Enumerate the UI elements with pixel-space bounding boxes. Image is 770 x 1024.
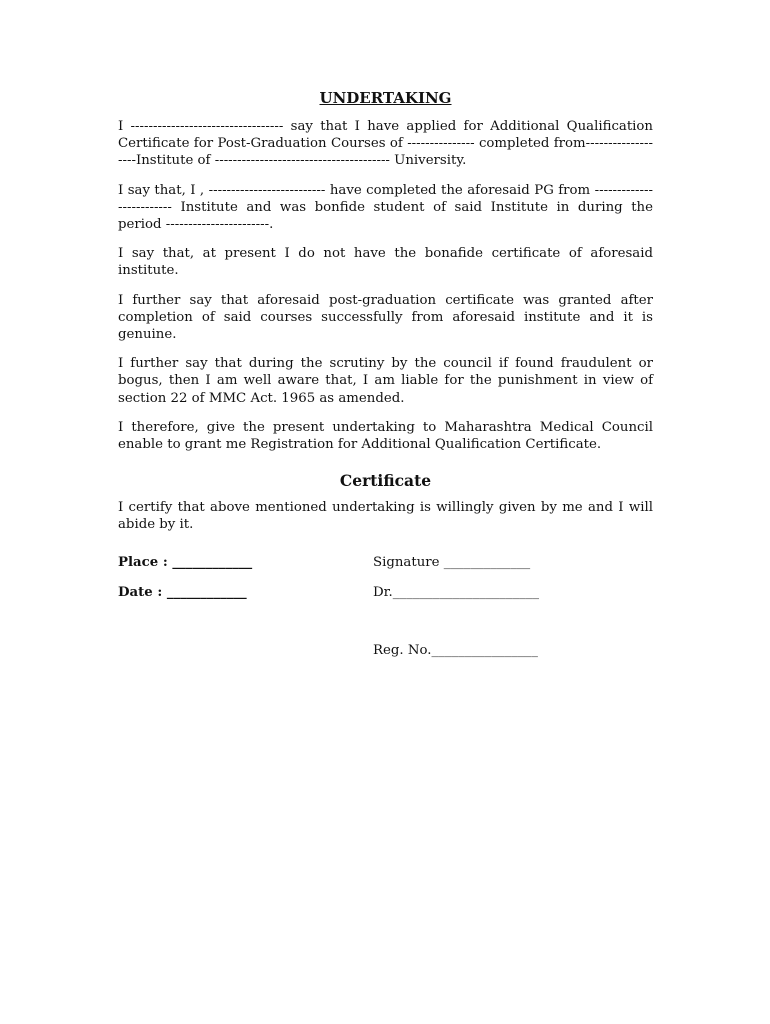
paragraph-application: I ---------------------------------- say that I have applied for Additional Qualification Certificate for Post-Graduation Courses of --------------- completed from-------------------Institute of --------------------------------------- University. (118, 119, 653, 169)
paragraph-bonafide: I say that, at present I do not have the bonafide certificate of aforesaid institute. (118, 246, 653, 279)
registration-number-field: Reg. No.________________ (373, 642, 538, 658)
certificate-heading: Certificate (339, 471, 432, 491)
place-field: Place : ____________ (118, 554, 253, 570)
place-signature-row (118, 554, 653, 572)
signature-field: Signature _____________ (373, 554, 531, 570)
doctor-name-field: Dr.______________________ (373, 584, 540, 600)
registration-spacer (118, 642, 373, 660)
paragraph-genuine: I further say that aforesaid post-graduation certificate was granted after completion of said courses successfully from aforesaid institute and it is genuine. (118, 292, 653, 343)
document-title: UNDERTAKING (319, 89, 452, 107)
date-field: Date : ____________ (118, 584, 247, 600)
paragraph-liability: I further say that during the scrutiny by the council if found fraudulent or bogus, then I am well aware that, I am liable for the punishment in view of section 22 of MMC Act. 1965 as amended. (118, 356, 653, 406)
document-page (118, 88, 653, 660)
paragraph-completion: I say that, I , -------------------------- have completed the aforesaid PG from ------------------------- Institute and was bonfide student of said Institute in during the period -----------------------. (118, 182, 653, 233)
certificate-text: I certify that above mentioned undertaking is willingly given by me and I will abide by it. (118, 500, 653, 533)
date-doctor-row (118, 584, 653, 602)
registration-row (118, 642, 653, 660)
paragraph-request: I therefore, give the present undertaking to Maharashtra Medical Council enable to grant me Registration for Additional Qualification Certificate. (118, 419, 653, 453)
